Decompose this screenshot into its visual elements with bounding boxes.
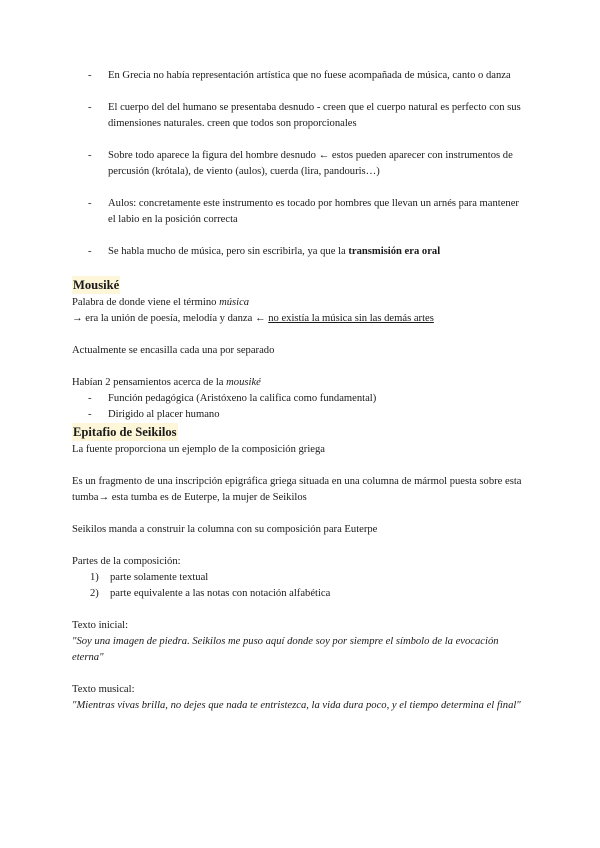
list-item bbox=[90, 570, 532, 586]
list-item bbox=[88, 148, 528, 180]
list-text: parte solamente textual bbox=[110, 572, 209, 583]
list-item bbox=[90, 586, 532, 602]
bullet-text: Dirigido al placer humano bbox=[108, 409, 220, 420]
list-item bbox=[88, 391, 532, 407]
bullet-dash: - bbox=[88, 198, 92, 209]
bullet-dash: - bbox=[88, 246, 92, 257]
list-text: parte equivalente a las notas con notación alfabética bbox=[110, 588, 331, 599]
list-item bbox=[88, 407, 532, 423]
list-number: 1) bbox=[90, 572, 99, 583]
bullet-text: Aulos: concretamente este instrumento es tocado por hombres que llevan un arnés para mantener el labio en la posición correcta bbox=[108, 198, 519, 225]
mousike-section bbox=[72, 276, 532, 423]
pensamientos-list bbox=[88, 391, 532, 423]
mousike-heading: Mousiké bbox=[73, 278, 120, 292]
bullet-text: El cuerpo del del humano se presentaba desnudo - creen que el cuerpo natural es perfecto con sus dimensiones naturales. creen que todos son proporcionales bbox=[108, 102, 521, 129]
intro-bullet-list bbox=[88, 68, 528, 276]
mousike-definition bbox=[72, 295, 532, 311]
pensamientos-text: Habían 2 pensamientos acerca de la bbox=[72, 377, 227, 388]
list-item bbox=[88, 100, 528, 132]
bullet-dash: - bbox=[88, 150, 92, 161]
epitafio-partes-label: Partes de la composición: bbox=[72, 556, 181, 567]
union-underlined: no existía la música sin las demás artes bbox=[268, 313, 434, 324]
texto-musical-quote: "Mientras vivas brilla, no dejes que nada te entristezca, la vida dura poco, y el tiempo determina el final" bbox=[72, 700, 521, 711]
texto-inicial-label: Texto inicial: bbox=[72, 620, 129, 631]
list-item bbox=[88, 196, 528, 228]
bullet-dash: - bbox=[88, 393, 92, 404]
definition-text: Palabra de donde viene el término bbox=[72, 297, 220, 308]
epitafio-fuente: La fuente proporciona un ejemplo de la composición griega bbox=[72, 444, 325, 455]
bullet-text: Función pedagógica (Aristóxeno la califica como fundamental) bbox=[108, 393, 377, 404]
definition-italic: música bbox=[219, 297, 250, 308]
bullet-text: En Grecia no había representación artística que no fuese acompañada de música, canto o danza bbox=[108, 70, 511, 81]
bullet-text: Sobre todo aparece la figura del hombre desnudo ← estos pueden aparecer con instrumentos de percusión (krótala), de viento (aulos), cuerda (lira, pandouris…) bbox=[108, 150, 513, 177]
bullet-dash: - bbox=[88, 409, 92, 420]
epitafio-section bbox=[72, 423, 532, 714]
bullet-text-regular: Se habla mucho de música, pero sin escribirla, ya que la bbox=[108, 246, 349, 257]
list-number: 2) bbox=[90, 588, 99, 599]
bullet-dash: - bbox=[88, 70, 92, 81]
pensamientos-italic: mousiké bbox=[226, 377, 261, 388]
mousike-pensamientos bbox=[72, 375, 532, 391]
epitafio-fragmento: Es un fragmento de una inscripción epigráfica griega situada en una columna de mármol puesta sobre esta tumba→ esta tumba es de Euterpe, la mujer de Seikilos bbox=[72, 476, 522, 503]
mousike-actualmente: Actualmente se encasilla cada una por separado bbox=[72, 345, 275, 356]
texto-musical-label: Texto musical: bbox=[72, 684, 135, 695]
union-text: → era la unión de poesía, melodía y danza ← bbox=[72, 313, 269, 324]
bullet-text bbox=[108, 244, 528, 260]
list-item bbox=[88, 244, 528, 260]
bullet-dash: - bbox=[88, 102, 92, 113]
epitafio-columna: Seikilos manda a construir la columna con su composición para Euterpe bbox=[72, 524, 378, 535]
epitafio-heading: Epitafio de Seikilos bbox=[73, 425, 177, 439]
texto-inicial-quote: "Soy una imagen de piedra. Seikilos me puso aquí donde soy por siempre el símbolo de la evocación eterna" bbox=[72, 636, 499, 663]
bullet-text-bold: transmisión era oral bbox=[348, 246, 441, 257]
mousike-union bbox=[72, 311, 532, 327]
list-item bbox=[88, 68, 528, 84]
